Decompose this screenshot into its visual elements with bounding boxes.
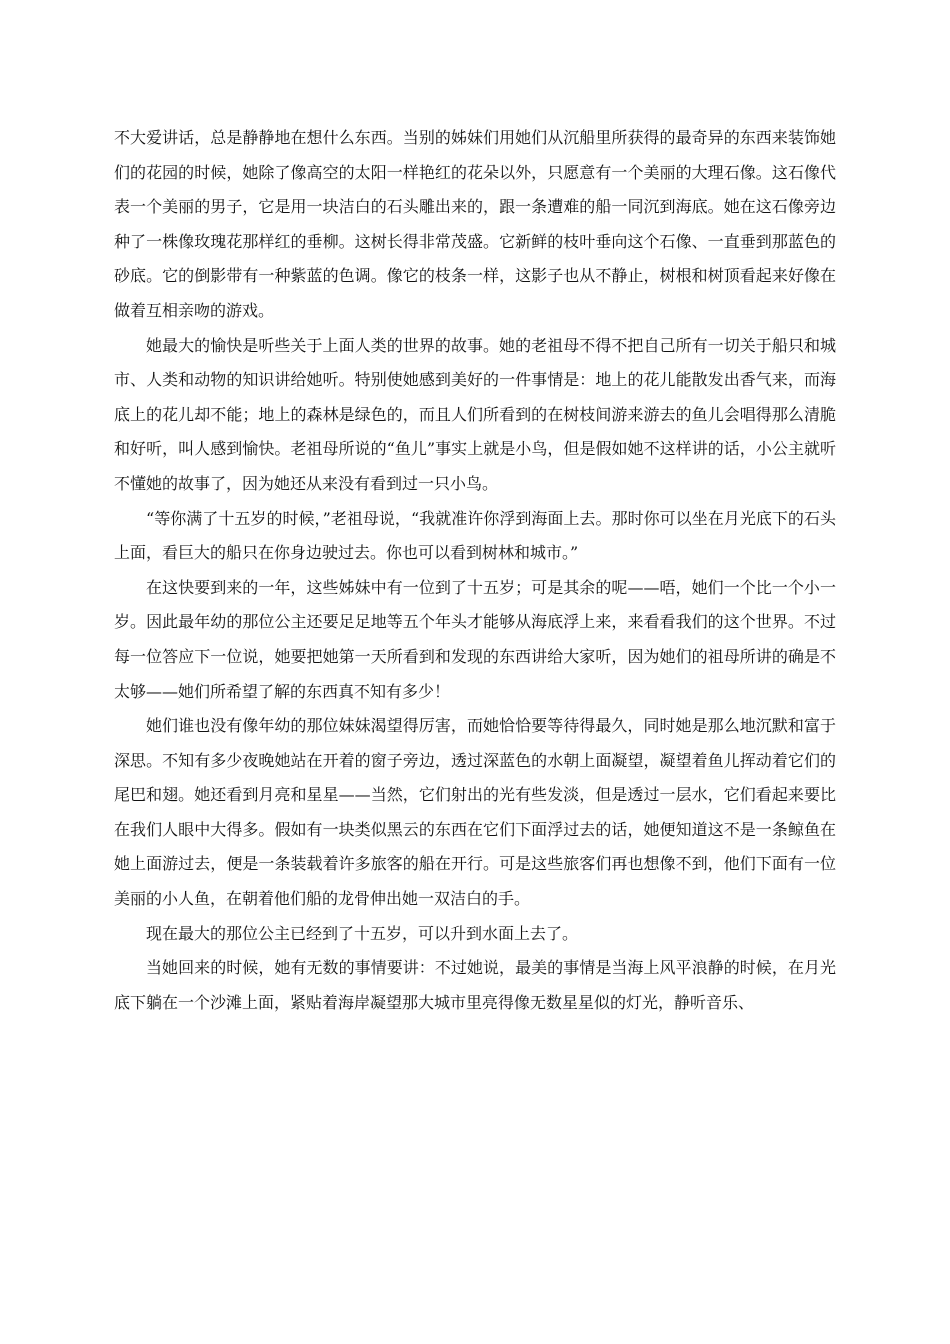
paragraph-6: 现在最大的那位公主已经到了十五岁，可以升到水面上去了。: [146, 923, 579, 943]
document-page: [114, 121, 836, 1020]
paragraph-4: 在这快要到来的一年，这些姊妹中有一位到了十五岁；可是其余的呢——唔，她们一个比一个小一岁。因此最年幼的那位公主还要足足地等五个年头才能够从海底浮上来，来看看我们的这个世界。不过每一位答应下一位说，她要把她第一天所看到和发现的东西讲给大家听，因为她们的祖母所讲的确是不太够——她们所希望了解的东西真不知有多少！: [114, 577, 836, 701]
paragraph-5: 她们谁也没有像年幼的那位妹妹渴望得厉害，而她恰恰要等待得最久，同时她是那么地沉默和富于深思。不知有多少夜晚她站在开着的窗子旁边，透过深蓝色的水朝上面凝望，凝望着鱼儿挥动着它们的尾巴和翅。她还看到月亮和星星——当然，它们射出的光有些发淡，但是透过一层水，它们看起来要比在我们人眼中大得多。假如有一块类似黑云的东西在它们下面浮过去的话，她便知道这不是一条鲸鱼在她上面游过去，便是一条装载着许多旅客的船在开行。可是这些旅客们再也想像不到，他们下面有一位美丽的小人鱼，在朝着他们船的龙骨伸出她一双洁白的手。: [114, 716, 836, 909]
paragraph-1: 不大爱讲话，总是静静地在想什么东西。当别的姊妹们用她们从沉船里所获得的最奇异的东西来装饰她们的花园的时候，她除了像高空的太阳一样艳红的花朵以外，只愿意有一个美丽的大理石像。这石像代表一个美丽的男子，它是用一块洁白的石头雕出来的，跟一条遭难的船一同沉到海底。她在这石像旁边种了一株像玫瑰花那样红的垂柳。这树长得非常茂盛。它新鲜的枝叶垂向这个石像、一直垂到那蓝色的砂底。它的倒影带有一种紫蓝的色调。像它的枝条一样，这影子也从不静止，树根和树顶看起来好像在做着互相亲吻的游戏。: [114, 128, 836, 320]
paragraph-2: 她最大的愉快是听些关于上面人类的世界的故事。她的老祖母不得不把自己所有一切关于船只和城市、人类和动物的知识讲给她听。特别使她感到美好的一件事情是：地上的花儿能散发出香气来，而海底上的花儿却不能；地上的森林是绿色的，而且人们所看到的在树枝间游来游去的鱼儿会唱得那么清脆和好听，叫人感到愉快。老祖母所说的“鱼儿”事实上就是小鸟，但是假如她不这样讲的话，小公主就听不懂她的故事了，因为她还从来没有看到过一只小鸟。: [114, 335, 836, 493]
paragraph-3: “等你满了十五岁的时候，”老祖母说，“我就准许你浮到海面上去。那时你可以坐在月光底下的石头上面，看巨大的船只在你身边驶过去。你也可以看到树林和城市。”: [114, 508, 836, 563]
paragraph-7: 当她回来的时候，她有无数的事情要讲：不过她说，最美的事情是当海上风平浪静的时候，在月光底下躺在一个沙滩上面，紧贴着海岸凝望那大城市里亮得像无数星星似的灯光，静听音乐、: [114, 958, 836, 1012]
